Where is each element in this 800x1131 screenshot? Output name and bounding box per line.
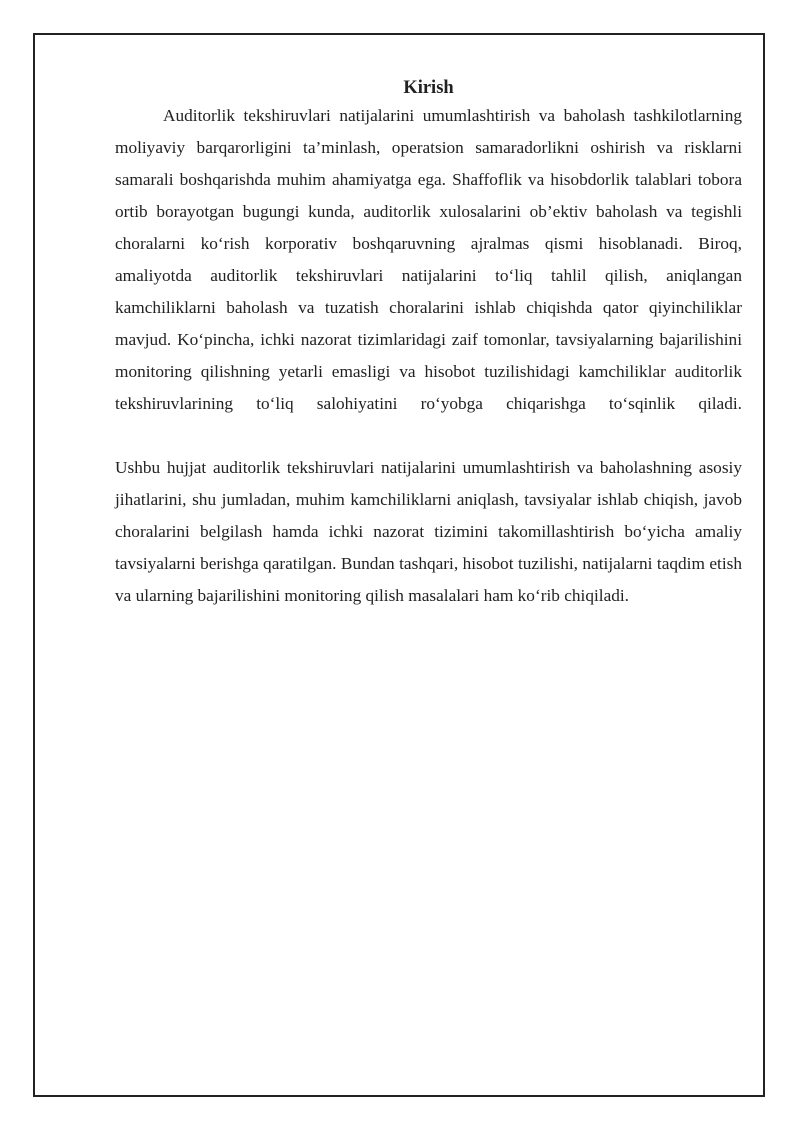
intro-paragraph-2: Ushbu hujjat auditorlik tekshiruvlari natijalarini umumlashtirish va baholashning asosiy jihatlarini, shu jumladan, muhim kamchiliklarni aniqlash, tavsiyalar ishlab chiqish, javob choralarini belgilash hamda ichki nazorat tizimini takomillashtirish bo‘yicha amaliy tavsiyalarni berishga qaratilgan. Bundan tashqari, hisobot tuzilishi, natijalarni taqdim etish va ularning bajarilishini monitoring qilish masalalari ham ko‘rib chiqiladi. <box>115 458 742 605</box>
intro-paragraph-1: Auditorlik tekshiruvlari natijalarini umumlashtirish va baholash tashkilotlarning moliyaviy barqarorligini ta’minlash, operatsion samaradorlikni oshirish va risklarni samarali boshqarishda muhim ahamiyatga ega. Shaffoflik va hisobdorlik talablari tobora ortib borayotgan bugungi kunda, auditorlik xulosalarini ob’ektiv baholash va tegishli choralarni ko‘rish korporativ boshqaruvning ajralmas qismi hisoblanadi. Biroq, amaliyotda auditorlik tekshiruvlari natijalarini to‘liq tahlil qilish, aniqlangan kamchiliklarni baholash va tuzatish choralarini ishlab chiqishda qator qiyinchiliklar mavjud. Ko‘pincha, ichki nazorat tizimlaridagi zaif tomonlar, tavsiyalarning bajarilishini monitoring qilishning yetarli emasligi va hisobot tuzilishidagi kamchiliklar auditorlik tekshiruvlarining to‘liq salohiyatini ro‘yobga chiqarishga to‘sqinlik qiladi. <box>115 106 742 413</box>
document-body <box>115 74 742 612</box>
page-title: Kirish <box>403 78 454 98</box>
